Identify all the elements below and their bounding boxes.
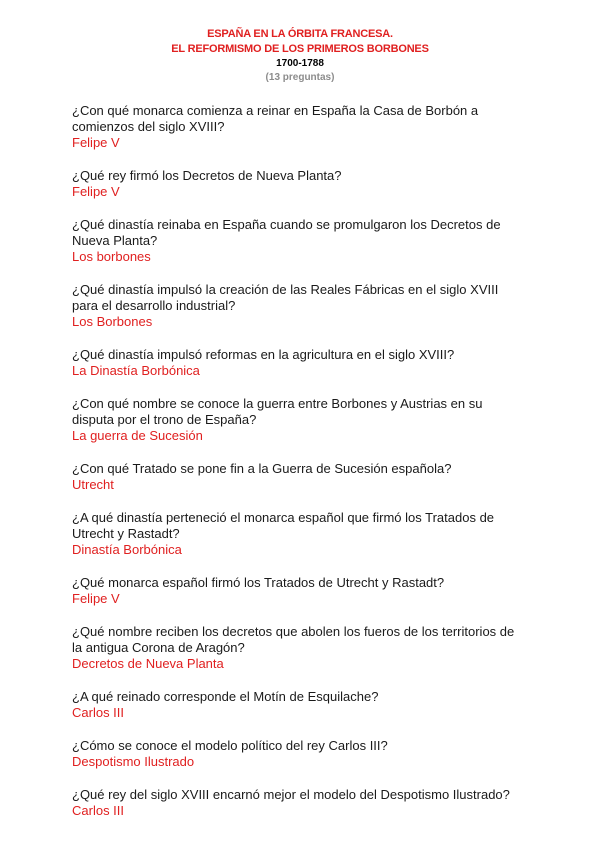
question-text: ¿Con qué nombre se conoce la guerra entre Borbones y Austrias en su xyxy=(72,396,483,411)
question-item xyxy=(72,168,532,200)
question-text: ¿Qué dinastía impulsó reformas en la agricultura en el siglo XVIII? xyxy=(72,347,455,362)
answer-text: Los Borbones xyxy=(72,314,153,329)
question-item xyxy=(72,217,532,265)
answer-text: Los borbones xyxy=(72,249,151,264)
question-item xyxy=(72,787,532,819)
question-text: disputa por el trono de España? xyxy=(72,412,257,427)
year-range: 1700-1788 xyxy=(276,58,324,69)
question-text: ¿Qué monarca español firmó los Tratados de Utrecht y Rastadt? xyxy=(72,575,445,590)
document-header xyxy=(0,27,600,84)
title-line-1: ESPAÑA EN LA ÓRBITA FRANCESA. xyxy=(207,28,393,40)
question-item xyxy=(72,738,532,770)
question-item xyxy=(72,575,532,607)
question-text: ¿Cómo se conoce el modelo político del rey Carlos III? xyxy=(72,738,388,753)
answer-text: Decretos de Nueva Planta xyxy=(72,656,224,671)
answer-text: Despotismo Ilustrado xyxy=(72,754,195,769)
question-list xyxy=(72,103,532,836)
question-item xyxy=(72,461,532,493)
answer-text: Utrecht xyxy=(72,477,114,492)
question-text: ¿Con qué monarca comienza a reinar en España la Casa de Borbón a xyxy=(72,103,479,118)
question-text: ¿Qué dinastía impulsó la creación de las Reales Fábricas en el siglo XVIII xyxy=(72,282,499,297)
question-item xyxy=(72,103,532,151)
question-item xyxy=(72,282,532,330)
answer-text: La guerra de Sucesión xyxy=(72,428,203,443)
question-item xyxy=(72,347,532,379)
question-item xyxy=(72,510,532,558)
question-item xyxy=(72,624,532,672)
question-text: comienzos del siglo XVIII? xyxy=(72,119,225,134)
question-count: (13 preguntas) xyxy=(265,72,335,83)
question-text: ¿A qué reinado corresponde el Motín de Esquilache? xyxy=(72,689,379,704)
question-item xyxy=(72,396,532,444)
question-text: para el desarrollo industrial? xyxy=(72,298,236,313)
title-line-2: EL REFORMISMO DE LOS PRIMEROS BORBONES xyxy=(171,43,429,55)
question-text: ¿Qué nombre reciben los decretos que abolen los fueros de los territorios de xyxy=(72,624,515,639)
answer-text: La Dinastía Borbónica xyxy=(72,363,200,378)
question-text: ¿Con qué Tratado se pone fin a la Guerra de Sucesión española? xyxy=(72,461,452,476)
answer-text: Carlos III xyxy=(72,803,125,818)
answer-text: Felipe V xyxy=(72,591,120,606)
question-text: ¿Qué rey del siglo XVIII encarnó mejor el modelo del Despotismo Ilustrado? xyxy=(72,787,510,802)
question-text: ¿A qué dinastía perteneció el monarca español que firmó los Tratados de xyxy=(72,510,495,525)
question-text: Utrecht y Rastadt? xyxy=(72,526,180,541)
question-text: ¿Qué rey firmó los Decretos de Nueva Planta? xyxy=(72,168,342,183)
question-text: la antigua Corona de Aragón? xyxy=(72,640,245,655)
question-item xyxy=(72,689,532,721)
answer-text: Felipe V xyxy=(72,135,120,150)
question-text: Nueva Planta? xyxy=(72,233,158,248)
question-text: ¿Qué dinastía reinaba en España cuando se promulgaron los Decretos de xyxy=(72,217,501,232)
answer-text: Carlos III xyxy=(72,705,125,720)
answer-text: Dinastía Borbónica xyxy=(72,542,182,557)
answer-text: Felipe V xyxy=(72,184,120,199)
